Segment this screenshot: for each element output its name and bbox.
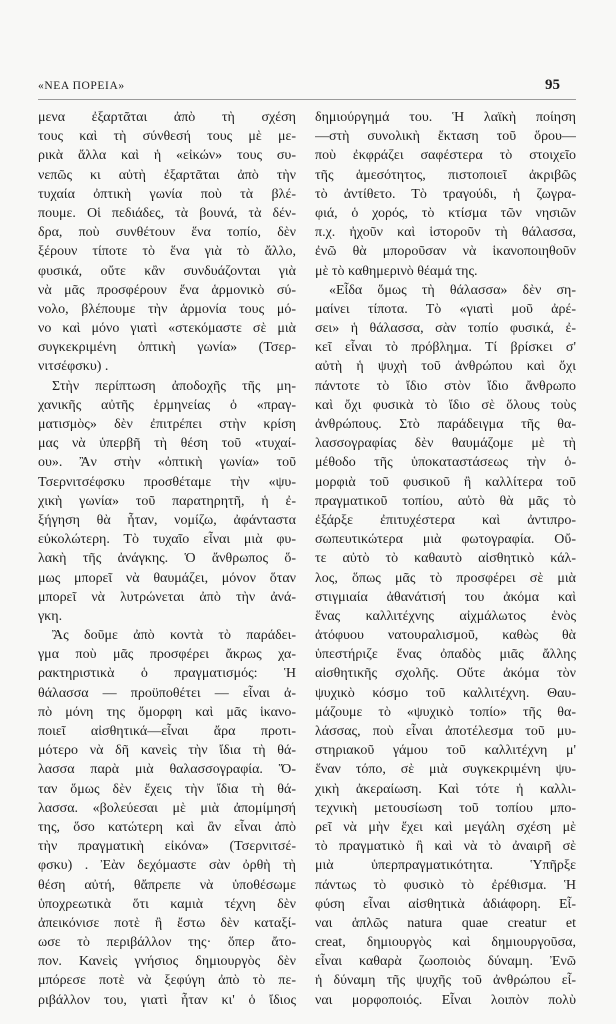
text-line: Στὴν περίπτωση ἀποδοχῆς τῆς μη- xyxy=(52,378,296,394)
text-line: λακὴ τῆς ἀνάγκης. Ὁ ἄνθρωπος ὅ- xyxy=(38,551,296,567)
text-line: ὑπεστήριζε ἕνας ὀπαδὸς μιᾶς ἄλλης xyxy=(315,647,576,663)
text-line: γκη. xyxy=(38,608,63,624)
text-line: πάντως τὸ φυσικὸ τὸ ἐρέθισμα. Ἡ xyxy=(315,877,576,893)
text-line: λος, ὅπως μᾶς τὸ προσφέρει σὲ μιὰ xyxy=(315,570,576,586)
text-line: Ἂς δοῦμε ἀπὸ κοντὰ τὸ παράδει- xyxy=(52,628,296,644)
text-line: ἕνας καλλιτέχνης αἰχμάλωτος ἑνὸς xyxy=(315,608,576,624)
text-line: φιά, ὁ χορός, τὸ κτίσμα τῶν νησιῶν xyxy=(315,205,576,221)
text-line: πραγματικοῦ τοπίου, αὐτὸ θὰ μᾶς τὸ xyxy=(315,493,576,509)
text-line: ματισμὸς» δὲν ἐπιτρέπει στὴν κρίση xyxy=(38,417,296,432)
text-line: μενα ἐξαρτᾶται ἀπὸ τὴ σχέση xyxy=(38,110,296,125)
paragraph xyxy=(38,626,296,1010)
text-line: λασσογραφίας δὲν θαυμάζομε μὲ τὴ xyxy=(315,436,576,452)
text-line: φσκυ) . Ἐὰν δεχόμαστε σὰν ὀρθὴ τὴ xyxy=(38,858,296,874)
text-line: στιγμιαία ἀθανάτισή του ἀκόμα καὶ xyxy=(315,589,576,605)
text-line: γμα ποὺ μᾶς προσφέρει ἄκρως χα- xyxy=(38,647,296,663)
text-line: πουμε. Οἱ πεδιάδες, τὰ βουνά, τὰ δέν- xyxy=(38,205,296,221)
text-line: ἡ δύναμη τῆς ψυχῆς τοῦ ἀνθρώπου εἶ- xyxy=(315,973,576,989)
text-line: πάντοτε τὸ ἴδιο στὸν ἴδιο ἄνθρωπο xyxy=(315,378,576,394)
text-line: —στὴ συνολικὴ ἔκταση τοῦ ὅρου— xyxy=(315,129,576,145)
text-line: ριβάλλον του, γιατὶ ἦταν κι' ὁ ἴδιος xyxy=(38,992,296,1008)
text-line: σει» ἡ θάλασσα, σὰν τοπίο φυσικά, ἐ- xyxy=(315,321,576,337)
text-line: ποὺ ἐκφράζει σαφέστερα τὸ στοιχεῖο xyxy=(315,148,576,164)
text-line: θέση αὐτή, θἄπρεπε νὰ ὑποθέσωμε xyxy=(38,877,296,893)
text-line: πὸ μόνη της ὄμορφη καὶ μᾶς ἱκανο- xyxy=(38,704,296,720)
text-line: αὐτὴ ἡ ψυχὴ τοῦ ἀνθρώπου καὶ ὄχι xyxy=(315,359,576,375)
paragraph xyxy=(38,377,296,626)
text-line: καὶ ὄχι φυσικὰ τὸ ἴδιο σὲ ὅλους τοὺς xyxy=(315,397,576,413)
text-line: σωπευτικώτερα μιὰ φωτογραφία. Οὔ- xyxy=(315,532,576,548)
text-line: μιὰ ὑπερπραγματικότητα. Ὑπῆρξε xyxy=(315,858,576,874)
text-line: «Εἶδα ὅμως τὴ θάλασσα» δὲν ση- xyxy=(329,282,576,298)
text-line: τεχνικὴ μετουσίωση τοῦ τοπίου μπο- xyxy=(315,800,576,816)
text-line: τους καὶ τὴ σύνθεσή τους μὲ με- xyxy=(38,129,296,145)
text-line: ἀνθρώπους. Στὸ παράδειγμα τῆς θα- xyxy=(315,417,576,432)
text-line: εὐκολώτερη. Τὸ τυχαῖο εἶναι μιὰ φυ- xyxy=(38,532,296,548)
text-line: ου». Ἂν στὴν «ὀπτικὴ γωνία» τοῦ xyxy=(38,455,296,471)
text-line: Τσερνιτσέφσκυ προσθέταμε τὴν «ψυ- xyxy=(38,474,296,490)
text-line: ναι ἁπλῶς natura quae creatur et xyxy=(315,915,576,931)
text-line: της, ὅσο κατώτερη καὶ ἂν εἶναι ἀπὸ xyxy=(38,819,296,835)
text-line: δρα, ποὺ συνθέτουν ἕνα τοπίο, δὲν xyxy=(38,225,296,241)
text-line: ξέρουν τίποτε τὸ ἕνα γιὰ τὸ ἄλλο, xyxy=(38,244,296,260)
text-line: τῆς ἁμεσότητος, πιστοποιεῖ ἀκριβῶς xyxy=(315,167,576,183)
text-line: στηριακοῦ γάμου τοῦ καλλιτέχνη μ' xyxy=(315,743,576,759)
text-line: χικὴ γωνία» τοῦ παρατηρητῆ, ἡ ἐ- xyxy=(38,493,296,509)
text-line: μὲ τὸ καθημερινὸ θέαμά της. xyxy=(315,263,478,279)
text-line: μάζουμε τὸ «ψυχικὸ τοπίο» τῆς θα- xyxy=(315,704,576,720)
text-line: ρεῖ νὰ μὴν ἔχει καὶ μεγάλη σχέση μὲ xyxy=(315,819,576,835)
page-header xyxy=(38,76,560,96)
text-line: π.χ. ἠχοῦν καὶ ἱστοροῦν τὴ θάλασσα, xyxy=(315,225,576,241)
text-line: νεπῶς κι αὐτὴ ἐξαρτᾶται ἀπὸ τὴν xyxy=(38,167,296,183)
text-line: ρικὰ ἄλλα καὶ ἡ «εἰκών» τους συ- xyxy=(38,148,296,164)
text-line: ρακτηριστικὰ ὁ πραγματισμός: Ἡ xyxy=(38,666,296,682)
text-line: νο καὶ μόνο γιατὶ «στεκόμαστε σὲ μιὰ xyxy=(38,321,296,337)
text-line: μότερο νὰ δῆ κανεὶς τὴν ἴδια τὴ θά- xyxy=(38,743,296,759)
text-line: ωσε τὸ περιβάλλον της· ὅπερ ἄτο- xyxy=(38,935,296,951)
text-line: μέθοδο τῆς ὑποκαταστάσεως τὴν ὁ- xyxy=(315,455,576,471)
text-line: λασσα. «βολεύεσαι μὲ μιὰ ἀπομίμησή xyxy=(38,800,296,816)
text-line: χανικῆς αὐτῆς ἑρμηνείας ὁ «πραγ- xyxy=(38,397,296,413)
text-line: creat, δημιουργὸς καὶ δημιουργοῦσα, xyxy=(315,935,576,951)
text-line: τὸ πραγματικὸ ἢ καὶ νὰ τὸ ἀναιρῆ σὲ xyxy=(315,839,576,855)
text-line: φύση εἶναι αἰσθητικὰ ἀδιάφορη. Εἶ- xyxy=(315,896,576,912)
text-line: λασσα παρὰ μιὰ θαλασσογραφία. Ὅ- xyxy=(38,762,296,778)
text-line: ἕναν τόπο, σὲ μιὰ συγκεκριμένη ψυ- xyxy=(315,762,576,778)
header-rule xyxy=(38,99,576,100)
text-line: μπόρεσε ποτὲ νὰ ξεφύγη ἀπὸ τὸ πε- xyxy=(38,973,296,989)
running-head-journal-title: «ΝΕΑ ΠΟΡΕΙΑ» xyxy=(38,80,125,92)
right-column xyxy=(315,108,576,1010)
text-line: χικὴ ἀκεραίωση. Καὶ τότε ἡ καλλι- xyxy=(315,781,576,797)
text-line: μαίνει τίποτα. Τὸ «γιατὶ μοῦ ἀρέ- xyxy=(315,301,576,317)
text-line: μας νὰ ὑπερβῆ τὴ θέση τοῦ «τυχαί- xyxy=(38,436,296,452)
text-line: τυχαία ὀπτικὴ γωνία ποὺ τὰ βλέ- xyxy=(38,186,296,202)
text-line: τε αὐτὸ τὸ καθαυτὸ αἰσθητικὸ κάλ- xyxy=(315,551,576,567)
text-line: ἐξάρξε ἐπιτυχέστερα καὶ ἀντιπρο- xyxy=(315,512,576,528)
paragraph xyxy=(315,281,576,1010)
text-line: ναι μορφοποιός. Εἶναι λοιπὸν πολὺ xyxy=(315,992,576,1008)
text-line: μπορεῖ νὰ λυτρώνεται ἀπὸ τὴν ἀνά- xyxy=(38,589,296,605)
text-line: θάλασσα — προϋποθέτει — εἶναι ἀ- xyxy=(38,685,296,701)
page-number: 95 xyxy=(545,77,560,93)
text-line: μορφιὰ τοῦ φυσικοῦ ἢ καλλίτερα τοῦ xyxy=(315,474,576,490)
text-line: ὑποχρεωτικὰ ὅτι καμιὰ τέχνη δὲν xyxy=(38,896,296,912)
text-line: αἰσθητικῆς σχολῆς. Οὔτε ἀκόμα τὸν xyxy=(315,666,576,682)
text-line: λάσσας, ποὺ εἶναι ἀποτέλεσμα τοῦ μυ- xyxy=(315,724,576,739)
text-line: φυσικά, οὔτε κἂν συνδυάζονται γιὰ xyxy=(38,263,296,279)
text-line: πον. Κανεὶς γνήσιος δημιουργὸς δὲν xyxy=(38,954,296,970)
text-line: τὸ ἀντίθετο. Τὸ τραγούδι, ἡ ζωγρα- xyxy=(315,186,576,202)
text-line: ταν ὅμως δὲν ἔχεις τὴν ἴδια τὴ θά- xyxy=(38,781,296,797)
text-line: νολο, βλέπουμε τὴν ἁρμονία τους μό- xyxy=(38,301,296,317)
paragraph xyxy=(315,108,576,281)
text-line: ποιεῖ αἰσθητικά—εἶναι ἄρα προτι- xyxy=(38,724,296,739)
text-line: τὴν πραγματικὴ εἰκόνα» (Τσερνιτσέ- xyxy=(38,839,296,855)
text-line: ἐνῶ θὰ μποροῦσαν νὰ ἱκανοποιηθοῦν xyxy=(315,244,576,260)
paragraph xyxy=(38,108,296,377)
text-line: εἶναι καθαρὰ ζωοποιὸς δύναμη. Ἐνῶ xyxy=(315,954,576,970)
text-line: δημιούργημά του. Ἡ λαϊκὴ ποίηση xyxy=(315,110,576,125)
text-line: μως μπορεῖ νὰ θαυμάζει, μόνον ὅταν xyxy=(38,570,296,586)
text-line: ψυχικὸ κόσμο τοῦ καλλιτέχνη. Θαυ- xyxy=(315,685,576,701)
text-line: κεῖ εἶναι τὸ πρόβλημα. Τί βρίσκει σ' xyxy=(315,340,576,356)
text-line: συγκεκριμένη ὀπτικὴ γωνία» (Τσερ- xyxy=(38,340,296,356)
left-column xyxy=(38,108,296,1010)
text-line: ξήγηση θὰ ἦταν, νομίζω, ἀφάνταστα xyxy=(38,512,296,528)
text-line: ἀτόφυου νατουραλισμοῦ, καθὼς θὰ xyxy=(315,628,576,644)
text-line: νὰ μᾶς προσφέρουν ἕνα ἁρμονικὸ σύ- xyxy=(38,282,296,298)
text-line: νιτσέφσκυ) . xyxy=(38,359,109,375)
text-line: ἀπεικόνισε ποτὲ ἢ ἔστω δὲν καταξί- xyxy=(38,915,296,931)
